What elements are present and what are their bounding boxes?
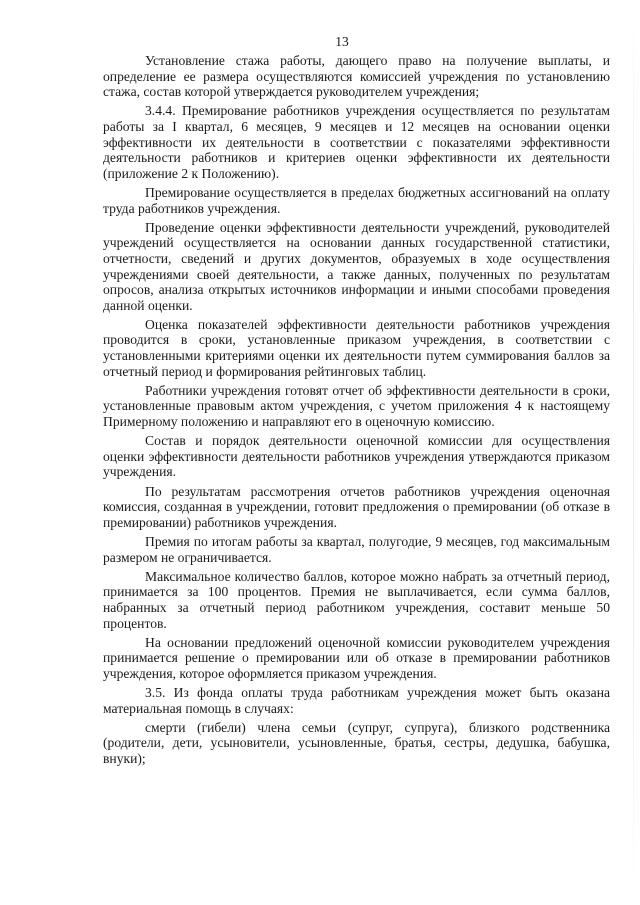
paragraph-5: Оценка показателей эффективности деятельности работников учреждения проводится в сроки, установленные приказом учреждения, в соответствии с установленными критериями оценки их деятельности путем суммирования баллов за отчетный период и формирования рейтинговых таблиц. [103, 316, 610, 379]
paragraph-7: Состав и порядок деятельности оценочной комиссии для осуществления оценки эффективности деятельности работников учреждения утверждаются приказом учреждения. [103, 433, 610, 480]
scan-edge-shadow [633, 0, 634, 905]
page-number: 13 [335, 34, 349, 49]
paragraph-2: 3.4.4. Премирование работников учреждения осуществляется по результатам работы за I квартал, 6 месяцев, 9 месяцев и 12 месяцев на основании оценки эффективности их деятельности в соответствии с показателями эффективности деятельности работников и критериев оценки эффективности их деятельности (приложение 2 к Положению). [103, 103, 610, 181]
paragraph-8: По результатам рассмотрения отчетов работников учреждения оценочная комиссия, созданная в учреждении, готовит предложения о премировании (об отказе в премировании) работников учреждения. [103, 483, 610, 530]
paragraph-13: смерти (гибели) члена семьи (супруг, супруга), близкого родственника (родители, дети, усыновители, усыновленные, братья, сестры, дедушка, бабушка, внуки); [103, 719, 610, 767]
paragraph-1: Установление стажа работы, дающего право на получение выплаты, и определение ее размера осуществляются комиссией учреждения по установлению стажа, состав которой утверждается руководителем учреждения; [103, 53, 610, 100]
document-body [103, 53, 610, 770]
paragraph-4: Проведение оценки эффективности деятельности учреждений, руководителей учреждений осуществляется на основании данных государственной статистики, отчетности, сведений и других документов, образуемых в ходе осуществления учреждениями своей деятельности, а также данных, полученных по результатам опросов, анализа открытых источников информации и иными способами проведения данной оценки. [103, 219, 610, 313]
paragraph-10: Максимальное количество баллов, которое можно набрать за отчетный период, принимается за 100 процентов. Премия не выплачивается, если сумма баллов, набранных за отчетный период работником учреждения, составит меньше 50 процентов. [103, 568, 610, 631]
paragraph-12: 3.5. Из фонда оплаты труда работникам учреждения может быть оказана материальная помощь в случаях: [103, 685, 610, 716]
paragraph-3: Премирование осуществляется в пределах бюджетных ассигнований на оплату труда работников учреждения. [103, 184, 610, 216]
paragraph-9: Премия по итогам работы за квартал, полугодие, 9 месяцев, год максимальным размером не ограничивается. [103, 533, 610, 565]
paragraph-6: Работники учреждения готовят отчет об эффективности деятельности в сроки, установленные правовым актом учреждения, с учетом приложения 4 к настоящему Примерному положению и направляют его в оценочную комиссию. [103, 382, 610, 430]
paragraph-11: На основании предложений оценочной комиссии руководителем учреждения принимается решение о премировании или об отказе в премировании работников учреждения, которое оформляется приказом учреждения. [103, 634, 610, 681]
